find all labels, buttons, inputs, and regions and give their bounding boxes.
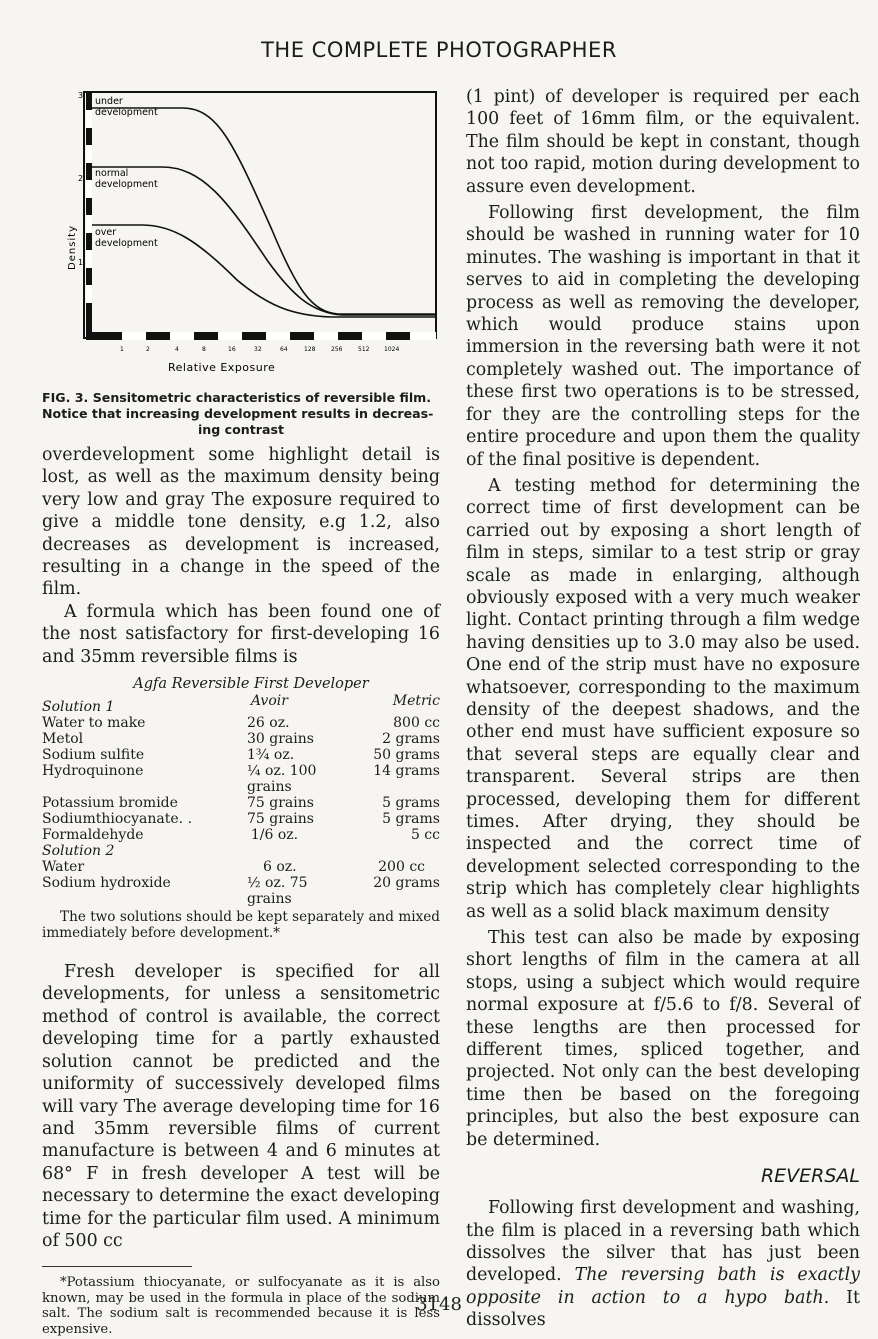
x-tick-label: 4 (175, 346, 179, 353)
y-tick-label: 2 (78, 174, 84, 183)
y-tick-label: 3 (78, 91, 84, 100)
x-tick-label: 16 (228, 346, 236, 353)
x-tick-label: 32 (254, 346, 262, 353)
ingredient-metric: 20 grams (373, 875, 440, 892)
ingredient-avoir: 6 oz. (263, 859, 297, 876)
curve-label-under-2: development (95, 107, 158, 118)
formula-row (42, 827, 440, 843)
page-number: 3148 (416, 1294, 462, 1315)
left-column (42, 90, 440, 1337)
x-tick-label: 8 (202, 346, 206, 353)
curve-label-normal-1: normal (95, 168, 129, 179)
ingredient-avoir: ¼ oz. 100 grains (247, 763, 317, 796)
ingredient-avoir: 1¾ oz. (247, 747, 295, 764)
formula-row (42, 811, 440, 827)
y-tick-label: 1 (78, 258, 84, 267)
ingredient-metric: 5 grams (382, 811, 440, 828)
section-heading: REVERSAL (760, 1165, 860, 1188)
formula-row (42, 795, 440, 811)
x-tick-label: 512 (358, 346, 370, 353)
curve-label-over-2: development (95, 238, 158, 249)
ingredient-avoir: 75 grains (247, 795, 314, 812)
avoir-column-header: Avoir (250, 693, 288, 710)
x-tick-label: 64 (280, 346, 288, 353)
ingredient-name: Formaldehyde (42, 827, 144, 844)
footnote-divider (42, 1266, 192, 1267)
solution1-label: Solution 1 (42, 699, 115, 716)
metric-column-header: Metric (392, 693, 440, 710)
figure-caption-line: ing contrast (197, 422, 284, 437)
ingredient-metric: 50 grams (373, 747, 440, 764)
curve-label-normal-2: development (95, 179, 158, 190)
x-tick-label: 256 (331, 346, 343, 353)
formula-row (42, 747, 440, 763)
ingredient-avoir: 26 oz. (247, 715, 290, 732)
formula-row (42, 715, 440, 731)
figure-caption-line: Notice that increasing development results in decreas- (42, 406, 434, 421)
ingredient-name: Potassium bromide (42, 795, 178, 812)
ingredient-metric: 5 cc (410, 827, 440, 844)
ingredient-metric: 2 grams (382, 731, 440, 748)
y-axis-label: Density (67, 224, 78, 270)
body-paragraph: (1 pint) of developer is required per each 100 feet of 16mm film, or the equivalent. The film should be kept in constant, though not too rapid, motion during development to assure even development. (466, 87, 860, 197)
figure-caption-line: FIG. 3. Sensitometric characteristics of reversible film. (42, 390, 432, 405)
footnote: *Potassium thiocyanate, or sulfocyanate as it is also known, may be used in the formula in place of the sodium salt. The sodium salt is recommended because it is less expensive. (42, 1275, 440, 1337)
ingredient-name: Water to make (42, 715, 146, 732)
reversal-emphasis: The reversing bath is exactly opposite in action to a hypo bath. (466, 1265, 860, 1308)
ingredient-avoir: ½ oz. 75 grains (247, 875, 308, 908)
reversal-text: Following first development and washing, the film is placed in a reversing bath which dissolves the silver that has just been developed. (466, 1198, 860, 1286)
sensitometric-figure (42, 90, 440, 382)
under-development-curve (92, 108, 436, 314)
ingredient-metric: 800 cc (393, 715, 440, 732)
curve-label-under-1: under (95, 96, 123, 107)
x-tick-labels (120, 346, 399, 353)
developer-formula (42, 676, 440, 941)
formula-row (42, 731, 440, 747)
ingredient-name: Metol (42, 731, 84, 748)
ingredient-name: Sodium hydroxide (42, 875, 171, 892)
ingredient-name: Hydroquinone (42, 763, 144, 780)
formula-row (42, 859, 440, 875)
ingredient-name: Sodiumthiocyanate. . (42, 811, 193, 828)
ingredient-metric: 14 grams (373, 763, 440, 780)
formula-row (42, 763, 440, 795)
formula-row (42, 875, 440, 907)
body-paragraph: A formula which has been found one of the nost satisfactory for first-developing 16 and 35mm reversible films is (42, 601, 440, 667)
sensitometric-curve-chart (42, 90, 440, 382)
body-paragraph: This test can also be made by exposing short lengths of film in the camera at all stops, using a subject which would require normal exposure at f/5.6 to f/8. Several of these lengths are then processed for different times, spliced together, and projected. Not only can the best developing time then be based on the foregoing principles, but also the best exposure can be determined. (466, 928, 860, 1150)
chart-frame (84, 92, 436, 338)
formula-row (42, 843, 440, 859)
formula-note: The two solutions should be kept separately and mixed immediately before development.* (42, 909, 440, 942)
running-header: THE COMPLETE PHOTOGRAPHER (261, 38, 617, 62)
solution2-label: Solution 2 (42, 843, 115, 860)
x-tick-label: 2 (146, 346, 150, 353)
x-tick-label: 1 (120, 346, 124, 353)
formula-title: Agfa Reversible First Developer (133, 676, 369, 693)
body-paragraph: A testing method for determining the correct time of first development can be carried out by exposing a short length of film in steps, similar to a test strip or gray scale as made in enlarging, although obviously exposed with a very much weaker light. Contact printing through a film wedge having densities up to 3.0 may also be used. One end of the strip must have no exposure whatsoever, corresponding to the maximum density of the deepest shadows, and the other end must have sufficient exposure so that several steps are equally clear and transparent. Several strips are then processed, developing them for different times. After drying, they should be inspected and the correct time of development selected corresponding to the strip which has completely clear highlights as well as a solid black maximum density (466, 475, 860, 922)
reversal-text-end: It dissolves (466, 1287, 861, 1331)
ingredient-metric: 200 cc (378, 859, 425, 876)
right-column (466, 86, 860, 1332)
body-paragraph: overdevelopment some highlight detail is lost, as well as the maximum density being very low and gray The exposure required to give a middle tone density, e.g 1.2, also decreases as development is increased, resulting in a change in the speed of the film. (42, 445, 440, 600)
curve-label-over-1: over (95, 227, 117, 238)
formula-header-row (42, 693, 440, 715)
x-tick-label: 1024 (384, 346, 400, 353)
x-axis-label: Relative Exposure (168, 361, 276, 374)
ingredient-avoir: 30 grains (247, 731, 314, 748)
ingredient-metric: 5 grams (382, 795, 440, 812)
body-paragraph: Fresh developer is specified for all developments, for unless a sensitometric method of control is available, the correct developing time for a partly exhausted solution cannot be predicted and the uniformity of successively developed films will vary The average developing time for 16 and 35mm reversible films of current manufacture is between 4 and 6 minutes at 68° F in fresh developer A test will be necessary to determine the exact developing time for the particular film used. A minimum of 500 cc (42, 962, 440, 1251)
ingredient-avoir: 75 grains (247, 811, 314, 828)
body-paragraph: Following first development, the film should be washed in running water for 10 minutes. The washing is important in that it serves to aid in completing the developing process as well as removing the developer, which would produce stains upon immersion in the reversing bath were it not completely washed out. The importance of these first two operations is to be stressed, for they are the controlling steps for the entire procedure and upon them the quality of the final positive is dependent. (466, 203, 860, 470)
ingredient-name: Sodium sulfite (42, 747, 145, 764)
ingredient-name: Water (42, 859, 85, 876)
x-tick-label: 128 (304, 346, 316, 353)
figure-caption (42, 390, 440, 438)
ingredient-avoir: 1/6 oz. (250, 827, 299, 844)
